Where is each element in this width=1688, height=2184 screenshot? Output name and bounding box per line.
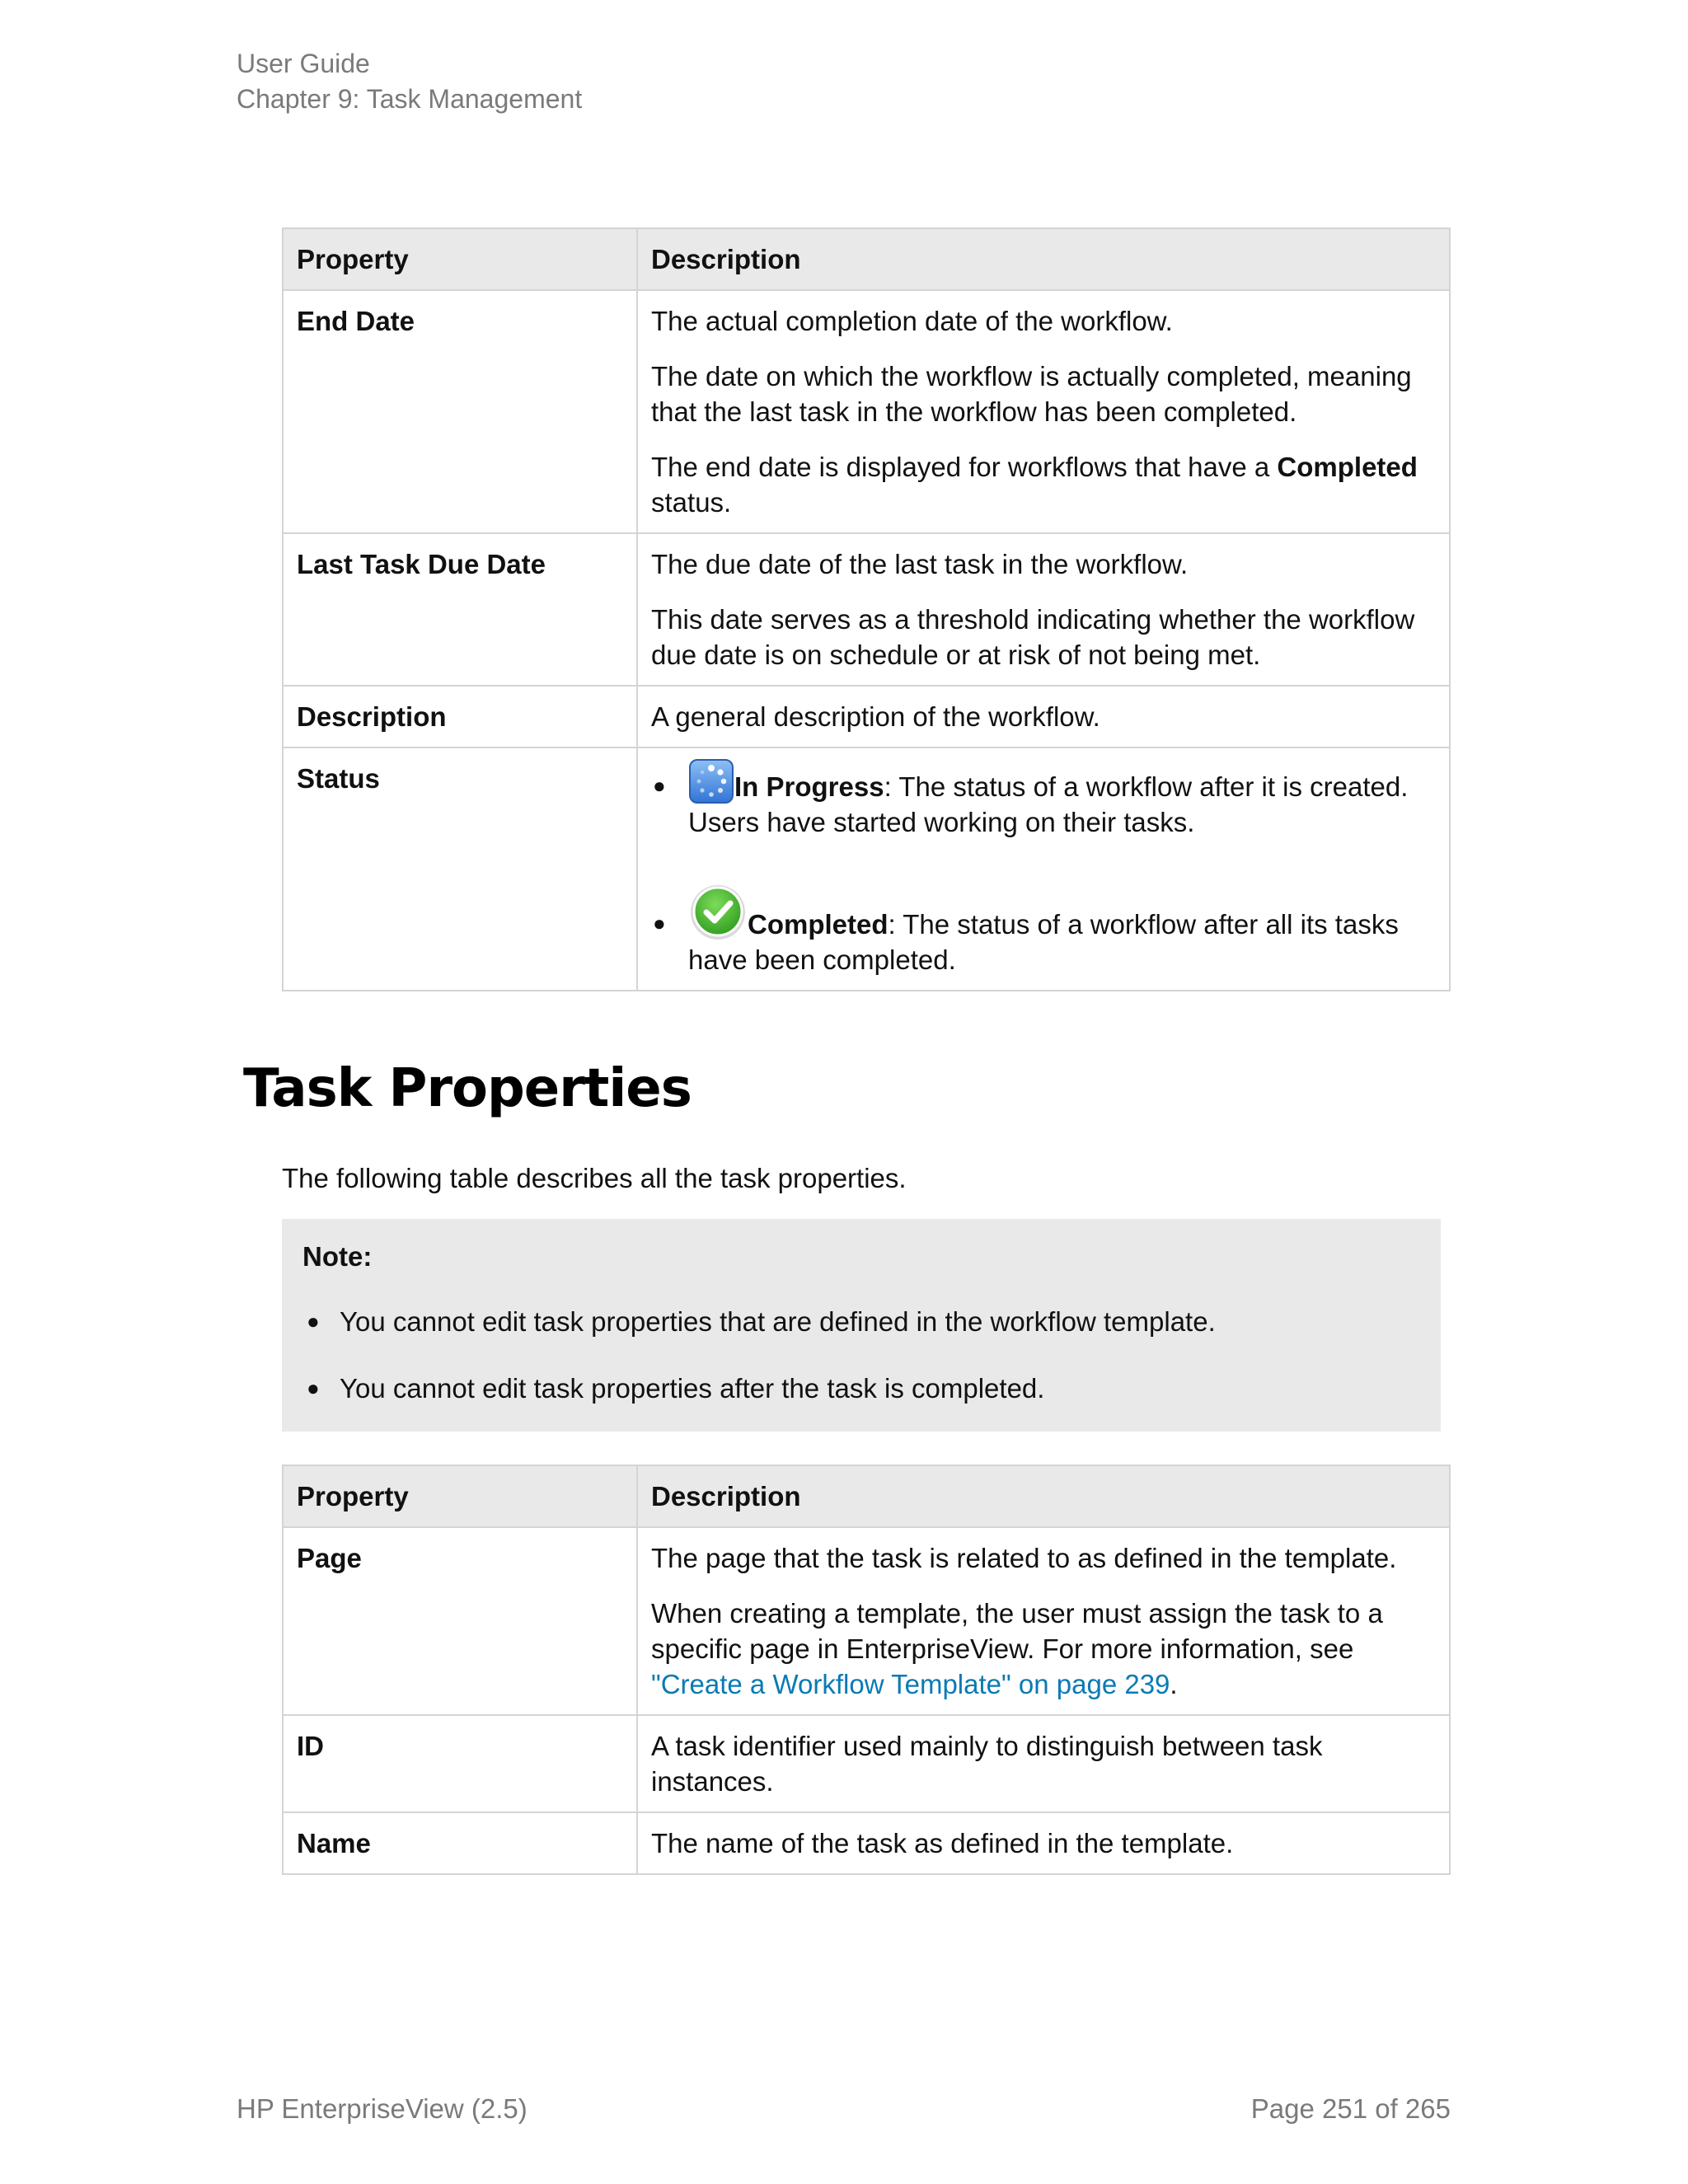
property-description [637,290,1450,533]
status-description: : The status of a workflow after it is created. Users have started working on their tasks. [688,771,1409,837]
running-header [237,46,582,117]
description-paragraph: A general description of the workflow. [651,701,1100,732]
footer-product: HP EnterpriseView (2.5) [237,2093,528,2124]
description-paragraph: The name of the task as defined in the template. [651,1828,1234,1858]
create-workflow-template-link[interactable]: "Create a Workflow Template" on page 239 [651,1669,1170,1699]
table-row [283,1527,1450,1715]
note-list [302,1304,1420,1406]
text-run: . [1170,1669,1178,1699]
column-header-description: Description [637,228,1450,290]
bold-term: Completed [1277,452,1418,482]
status-item-in-progress [651,758,1436,840]
property-name: Last Task Due Date [283,533,637,686]
note-item [302,1371,1420,1406]
status-item-completed [651,883,1436,977]
property-name: Name [283,1812,637,1874]
description-paragraph: The page that the task is related to as defined in the template. [651,1543,1397,1573]
property-name: Description [283,686,637,748]
status-list [651,758,1436,977]
in-progress-icon [688,758,734,804]
bullet-icon: ● [653,911,666,935]
footer-page-number: Page 251 of 265 [1250,2093,1451,2124]
task-properties-table [282,1465,1451,1875]
note-item [302,1304,1420,1339]
property-description [637,533,1450,686]
table-row [283,1812,1450,1874]
column-header-property: Property [283,228,637,290]
status-description: : The status of a workflow after all its tasks have been completed. [688,909,1399,975]
property-name: ID [283,1715,637,1812]
property-name: Status [283,748,637,991]
note-title: Note: [302,1241,373,1272]
bullet-icon: ● [307,1376,320,1400]
table-header-row [283,1465,1450,1527]
description-paragraph [651,1596,1436,1702]
property-name: Page [283,1527,637,1715]
note-box [282,1219,1441,1432]
text-run: The end date is displayed for workflows that have a [651,452,1278,482]
table-row [283,686,1450,748]
property-description [637,686,1450,748]
description-paragraph: The due date of the last task in the workflow. [651,549,1189,579]
property-description [637,748,1450,991]
property-description [637,1527,1450,1715]
table-row [283,533,1450,686]
header-chapter-title: Chapter 9: Task Management [237,84,583,114]
completed-checkmark-icon [688,883,748,942]
intro-paragraph: The following table describes all the task properties. [282,1163,907,1193]
column-header-property: Property [283,1465,637,1527]
status-label: Completed [748,909,889,940]
text-run: status. [651,487,732,518]
status-label: In Progress [734,771,884,802]
property-name: End Date [283,290,637,533]
table-header-row [283,228,1450,290]
table-row [283,290,1450,533]
description-paragraph [651,449,1436,520]
section-heading: Task Properties [243,1058,692,1119]
column-header-description: Description [637,1465,1450,1527]
table-row [283,748,1450,991]
bullet-icon: ● [653,773,666,798]
property-description [637,1812,1450,1874]
workflow-properties-table [282,227,1451,991]
text-run: When creating a template, the user must assign the task to a specific page in EnterpriseView. For more information, see [651,1598,1383,1664]
header-guide-title: User Guide [237,49,370,78]
property-description [637,1715,1450,1812]
note-text: You cannot edit task properties after the task is completed. [340,1373,1045,1404]
description-paragraph: The actual completion date of the workflow. [651,306,1173,336]
description-paragraph: This date serves as a threshold indicating whether the workflow due date is on schedule or at risk of not being met. [651,604,1415,670]
table-row [283,1715,1450,1812]
note-text: You cannot edit task properties that are defined in the workflow template. [340,1306,1216,1337]
description-paragraph: A task identifier used mainly to distinguish between task instances. [651,1731,1323,1797]
description-paragraph: The date on which the workflow is actually completed, meaning that the last task in the workflow has been completed. [651,361,1412,427]
bullet-icon: ● [307,1309,320,1333]
